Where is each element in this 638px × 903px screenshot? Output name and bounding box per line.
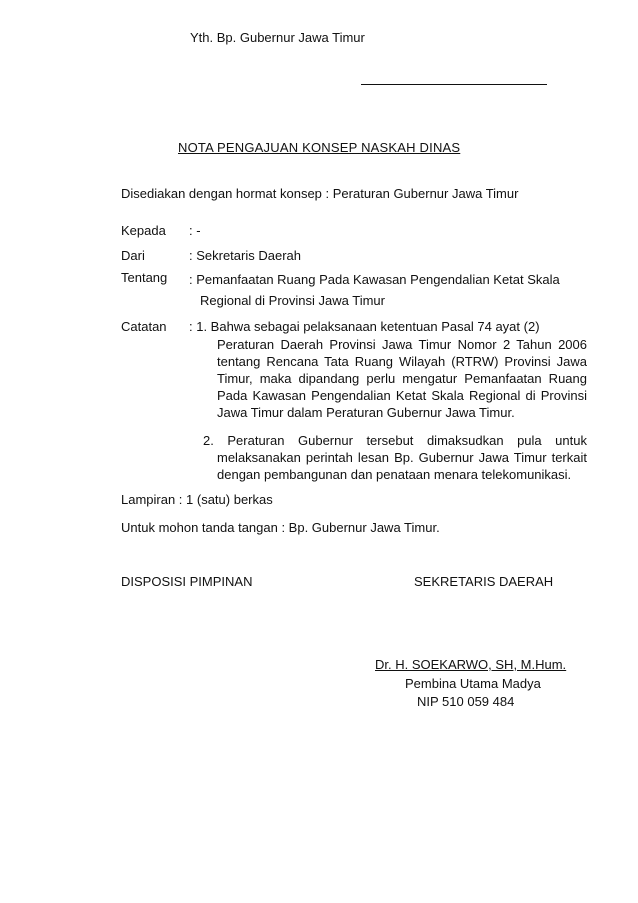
signer-name: Dr. H. SOEKARWO, SH, M.Hum.	[375, 657, 567, 672]
catatan-item-2-line: melaksanakan perintah lesan Bp. Gubernur Jawa Timur terkait	[217, 450, 587, 465]
blank-signature-line	[361, 84, 547, 85]
kepada-label: Kepada	[121, 223, 166, 238]
tentang-line-1: : Pemanfaatan Ruang Pada Kawasan Pengendalian Ketat Skala	[189, 272, 560, 287]
dari-value: : Sekretaris Daerah	[189, 248, 301, 263]
disposisi-heading: DISPOSISI PIMPINAN	[121, 574, 253, 589]
catatan-item-1-head: : 1. Bahwa sebagai pelaksanaan ketentuan Pasal 74 ayat (2)	[189, 319, 540, 334]
signer-nip: NIP 510 059 484	[417, 694, 515, 709]
signer-rank: Pembina Utama Madya	[405, 676, 541, 691]
catatan-item-2-line: dengan pembangunan dan penataan menara telekomunikasi.	[217, 467, 572, 482]
recipient-line: Yth. Bp. Gubernur Jawa Timur	[190, 30, 365, 45]
dari-label: Dari	[121, 248, 145, 263]
tentang-line-2: Regional di Provinsi Jawa Timur	[200, 293, 385, 308]
kepada-value: : -	[189, 223, 201, 238]
prepared-line: Disediakan dengan hormat konsep : Peraturan Gubernur Jawa Timur	[121, 186, 519, 201]
catatan-item-1-line: Pada Kawasan Pengendalian Ketat Skala Regional di Provinsi	[217, 388, 587, 403]
document-title: NOTA PENGAJUAN KONSEP NASKAH DINAS	[178, 140, 461, 155]
catatan-item-1-line: Jawa Timur dalam Peraturan Gubernur Jawa Timur.	[217, 405, 515, 420]
signature-request-line: Untuk mohon tanda tangan : Bp. Gubernur Jawa Timur.	[121, 520, 440, 535]
tentang-label: Tentang	[121, 270, 168, 285]
catatan-item-2-head: 2. Peraturan Gubernur tersebut dimaksudkan pula untuk	[203, 433, 587, 448]
lampiran-line: Lampiran : 1 (satu) berkas	[121, 492, 273, 507]
sekretaris-heading: SEKRETARIS DAERAH	[414, 574, 554, 589]
catatan-label: Catatan	[121, 319, 167, 334]
catatan-item-1-line: tentang Rencana Tata Ruang Wilayah (RTRW) Provinsi Jawa	[217, 354, 587, 369]
catatan-item-1-line: Timur, maka dipandang perlu mengatur Pemanfaatan Ruang	[217, 371, 587, 386]
catatan-item-1-line: Peraturan Daerah Provinsi Jawa Timur Nomor 2 Tahun 2006	[217, 337, 587, 352]
